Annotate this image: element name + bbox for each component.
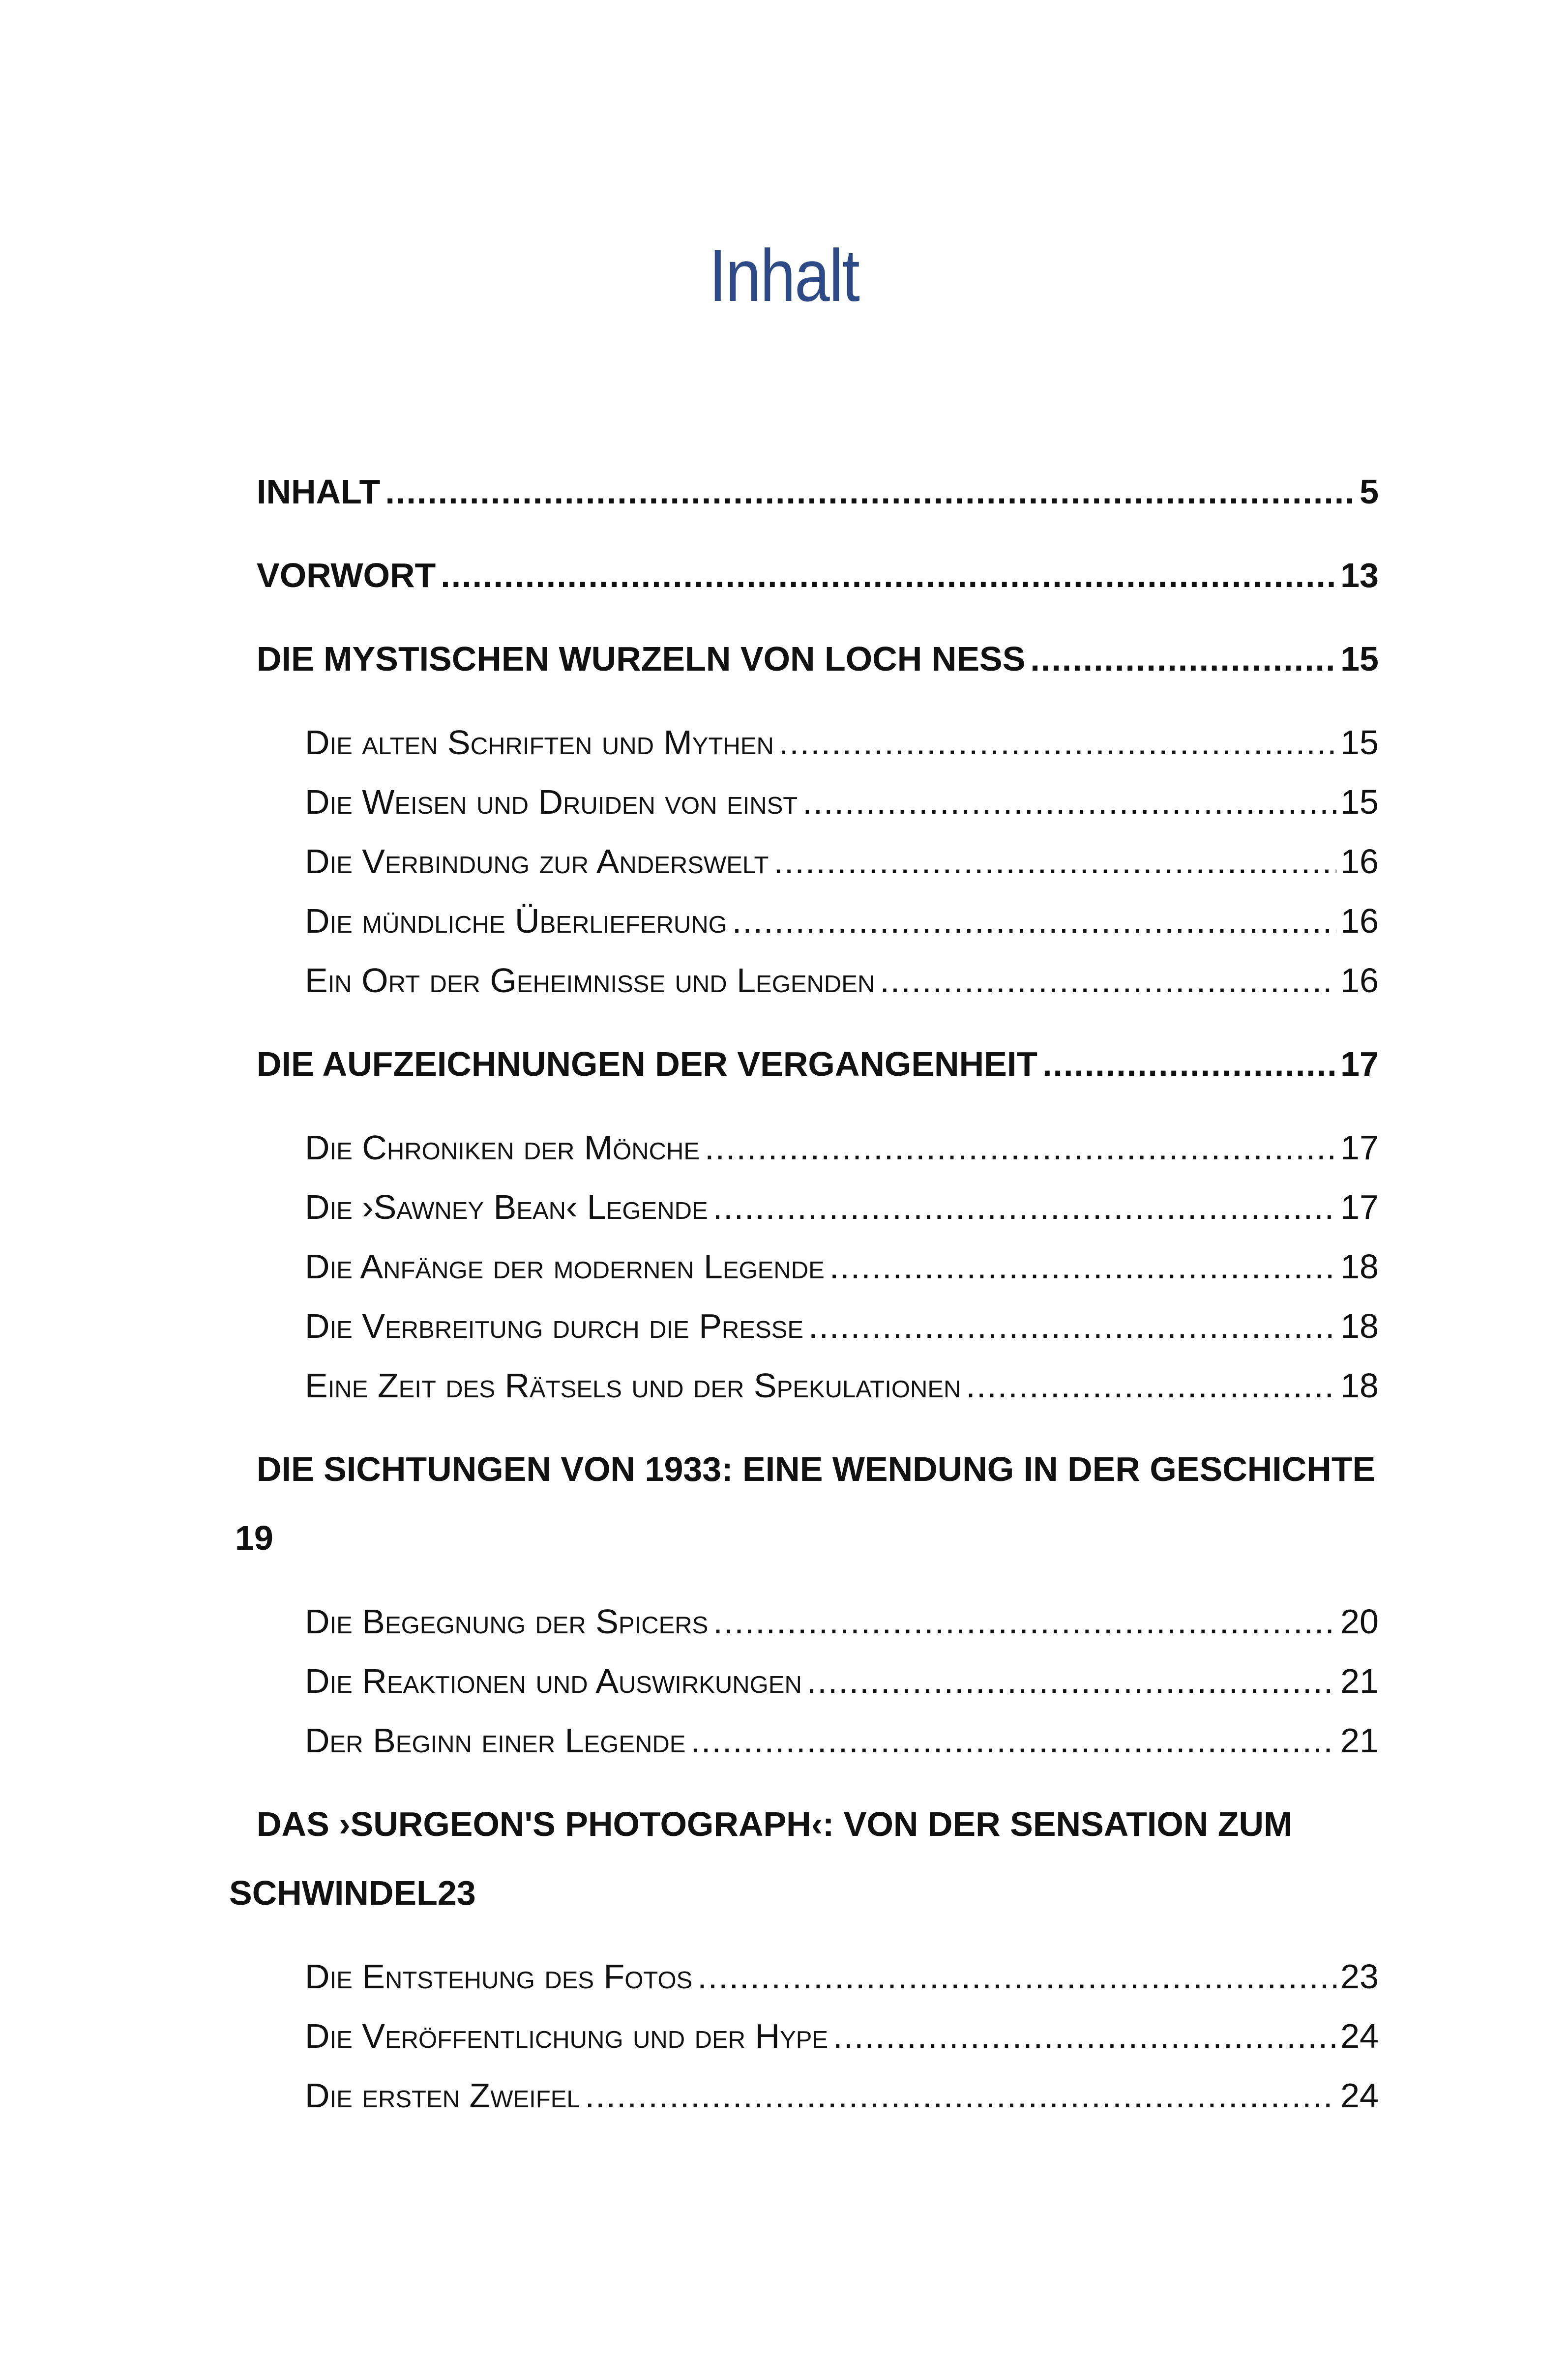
dot-leader	[1030, 639, 1336, 678]
toc-page-number: 13	[1340, 556, 1379, 594]
toc-entry-label: Der Beginn einer Legende	[305, 1721, 686, 1760]
toc-page-number: 18	[1340, 1366, 1379, 1405]
toc-entry-label: Die Verbreitung durch die Presse	[305, 1307, 804, 1345]
toc-subentry[interactable]	[305, 1247, 1379, 1286]
toc-subentry[interactable]	[305, 961, 1379, 1000]
dot-leader	[829, 1247, 1336, 1286]
toc-page-number: 15	[1340, 783, 1379, 821]
toc-subentry[interactable]	[305, 1306, 1379, 1346]
toc-entry-label: Die Entstehung des Fotos	[305, 1957, 693, 1996]
toc-page-number: 16	[1340, 902, 1379, 940]
toc-page-number: 18	[1340, 1307, 1379, 1345]
toc-subentry[interactable]	[305, 1366, 1379, 1405]
toc-page-number: 19	[235, 1519, 273, 1557]
dot-leader	[585, 2076, 1336, 2115]
toc-page-number: 24	[1340, 2076, 1379, 2115]
dot-leader	[779, 723, 1336, 762]
dot-leader	[808, 1306, 1336, 1346]
toc-subentry[interactable]	[305, 1128, 1379, 1167]
toc-entry-sichtungen-label[interactable]: DIE SICHTUNGEN VON 1933: EINE WENDUNG IN DER GESCHICHTE	[257, 1450, 1376, 1488]
toc-entry-label: Die Chroniken der Mönche	[305, 1128, 700, 1167]
toc-entry-mystische-wurzeln[interactable]	[257, 639, 1379, 678]
toc-entry-label: SCHWINDEL	[229, 1874, 438, 1912]
toc-entry-aufzeichnungen[interactable]	[257, 1044, 1379, 1084]
toc-entry-label: Die Veröffentlichung und der Hype	[305, 2017, 828, 2055]
dot-leader	[773, 842, 1336, 881]
toc-page-number: 16	[1340, 961, 1379, 1000]
toc-page-number: 24	[1340, 2017, 1379, 2055]
dot-leader	[966, 1366, 1336, 1405]
toc-entry-label: DIE MYSTISCHEN WURZELN VON LOCH NESS	[257, 640, 1026, 678]
toc-entry-label: Ein Ort der Geheimnisse und Legenden	[305, 961, 875, 1000]
dot-leader	[880, 961, 1336, 1000]
toc-entry-label: Die Verbindung zur Anderswelt	[305, 842, 769, 881]
toc-page-number: 20	[1340, 1602, 1379, 1641]
toc-subentry[interactable]	[305, 1602, 1379, 1641]
dot-leader	[713, 1187, 1336, 1227]
toc-entry-inhalt[interactable]	[257, 472, 1379, 511]
toc-entry-label: Die ›Sawney Bean‹ Legende	[305, 1188, 708, 1226]
toc-page-number: 21	[1340, 1662, 1379, 1700]
page-title: Inhalt	[709, 234, 859, 317]
toc-entry-label: INHALT	[257, 472, 381, 511]
toc-entry-label: Die alten Schriften und Mythen	[305, 723, 774, 762]
dot-leader	[690, 1721, 1336, 1760]
toc-entry-label: Die Reaktionen und Auswirkungen	[305, 1662, 802, 1700]
toc-subentry[interactable]	[305, 1187, 1379, 1227]
dot-leader	[802, 782, 1336, 822]
dot-leader	[697, 1957, 1336, 1996]
toc-subentry[interactable]	[305, 842, 1379, 881]
toc-entry-label: Die Begegnung der Spicers	[305, 1602, 709, 1641]
toc-subentry[interactable]	[305, 1661, 1379, 1701]
toc-page-number: 23	[437, 1874, 476, 1912]
toc-entry-label: VORWORT	[257, 556, 436, 594]
dot-leader	[385, 472, 1356, 511]
dot-leader	[713, 1602, 1336, 1641]
toc-page-number: 16	[1340, 842, 1379, 881]
toc-page-number: 23	[1340, 1957, 1379, 1996]
toc-entry-label: Die Weisen und Druiden von einst	[305, 783, 798, 821]
toc-page-number: 17	[1340, 1045, 1379, 1083]
dot-leader	[833, 2016, 1336, 2056]
toc-subentry[interactable]	[305, 2076, 1379, 2115]
dot-leader	[1042, 1044, 1336, 1084]
toc-subentry[interactable]	[305, 1957, 1379, 1996]
toc-entry-vorwort[interactable]	[257, 556, 1379, 595]
toc-subentry[interactable]	[305, 782, 1379, 822]
toc-entry-label: Die mündliche Überlieferung	[305, 902, 727, 940]
toc-page-number: 5	[1360, 472, 1379, 511]
toc-page-number: 15	[1340, 640, 1379, 678]
toc-page-number: 17	[1340, 1128, 1379, 1167]
toc-entry-label: Die Anfänge der modernen Legende	[305, 1247, 825, 1286]
dot-leader	[732, 901, 1336, 941]
toc-entry-label: Eine Zeit des Rätsels und der Spekulationen	[305, 1366, 961, 1405]
toc-entry-surgeons-photograph-line2[interactable]	[229, 1873, 1379, 1913]
toc-entry-label: DIE AUFZEICHNUNGEN DER VERGANGENHEIT	[257, 1045, 1038, 1083]
dot-leader	[807, 1661, 1336, 1701]
toc-subentry[interactable]	[305, 723, 1379, 762]
dot-leader	[441, 556, 1336, 595]
toc-subentry[interactable]	[305, 1721, 1379, 1760]
toc-entry-surgeons-photograph-label[interactable]: DAS ›SURGEON'S PHOTOGRAPH‹: VON DER SENSATION ZUM	[257, 1805, 1293, 1843]
toc-subentry[interactable]	[305, 901, 1379, 941]
toc-entry-label: Die ersten Zweifel	[305, 2076, 580, 2115]
toc-page-number: 17	[1340, 1188, 1379, 1226]
dot-leader	[705, 1128, 1336, 1167]
toc-page-number: 15	[1340, 723, 1379, 762]
toc-entry-sichtungen-leader[interactable]	[235, 1518, 1379, 1558]
toc-page-number: 21	[1340, 1721, 1379, 1760]
toc-page-number: 18	[1340, 1247, 1379, 1286]
toc-subentry[interactable]	[305, 2016, 1379, 2056]
